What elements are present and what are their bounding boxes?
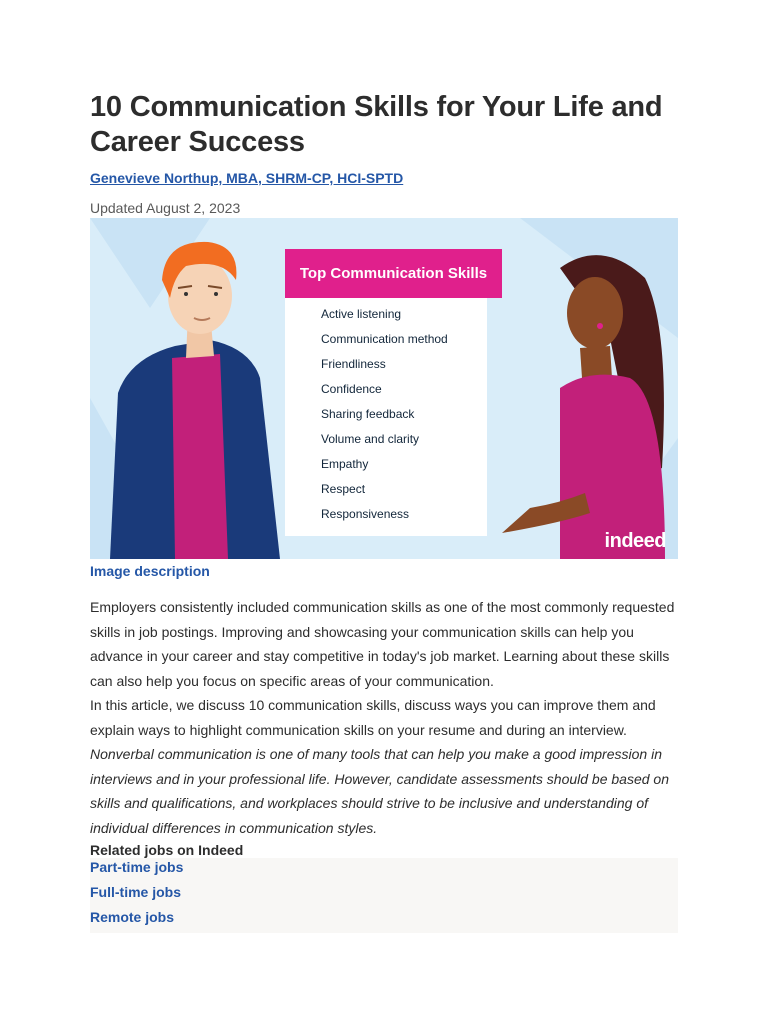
skill-item: Empathy — [321, 457, 369, 471]
skills-list — [321, 305, 448, 530]
skills-card-title: Top Communication Skills — [285, 249, 502, 298]
related-job-link[interactable]: Part-time jobs — [90, 859, 184, 875]
related-jobs-heading: Related jobs on Indeed — [90, 842, 244, 858]
woman-figure — [502, 255, 665, 559]
skill-item: Communication method — [321, 332, 448, 346]
indeed-logo: indeed — [604, 530, 666, 552]
author-link[interactable]: Genevieve Northup, MBA, SHRM-CP, HCI-SPTD — [90, 170, 404, 186]
skill-item: Active listening — [321, 307, 402, 321]
skill-item: Friendliness — [321, 357, 386, 371]
related-jobs-list — [90, 858, 678, 933]
skill-item: Respect — [321, 482, 366, 496]
skill-item: Sharing feedback — [321, 407, 415, 421]
image-description-link[interactable]: Image description — [90, 563, 210, 579]
updated-date: Updated August 2, 2023 — [90, 200, 241, 216]
man-figure — [110, 242, 280, 559]
page-title: 10 Communication Skills for Your Life and Career Success — [90, 91, 663, 158]
related-job-link[interactable]: Remote jobs — [90, 909, 175, 925]
article — [90, 90, 678, 949]
body-paragraph: Employers consistently included communication skills as one of the most commonly requested skills in job postings. Improving and showcasing your communication skills can help you advance in your career and stay competitive in today's job market. Learning about these skills can also help you focus on specific areas of your communication. — [90, 599, 675, 689]
related-job-link[interactable]: Full-time jobs — [90, 884, 181, 900]
skill-item: Volume and clarity — [321, 432, 420, 446]
note-paragraph: Nonverbal communication is one of many tools that can help you make a good impression in interviews and in your professional life. However, candidate assessments should be based on skills and qualifications, and workplaces should strive to be inclusive and understanding of individual differences in communication styles. — [90, 746, 669, 836]
body-paragraph: In this article, we discuss 10 communication skills, discuss ways you can improve them and explain ways to highlight communication skills on your resume and during an interview. — [90, 697, 656, 738]
hero-illustration — [90, 218, 678, 559]
skill-item: Confidence — [321, 382, 382, 396]
skill-item: Responsiveness — [321, 507, 410, 521]
